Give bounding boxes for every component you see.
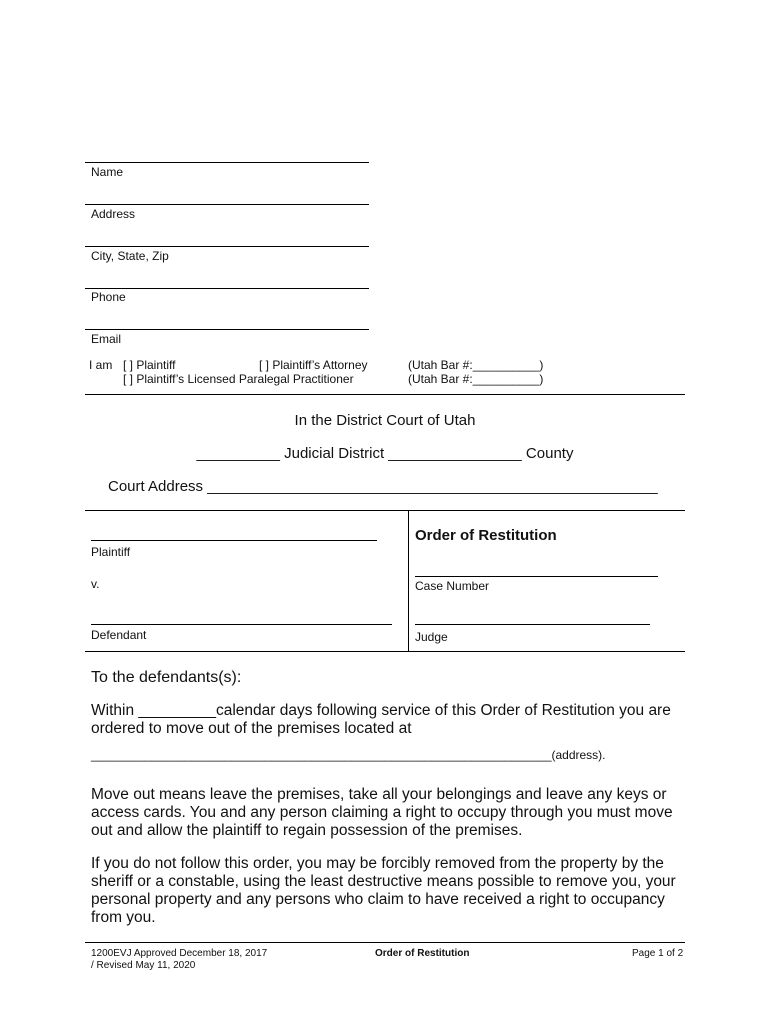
salutation: To the defendants(s): bbox=[91, 669, 242, 686]
phone-label: Phone bbox=[91, 290, 126, 304]
header-divider bbox=[85, 394, 685, 395]
email-label: Email bbox=[91, 332, 122, 346]
versus-label: v. bbox=[91, 577, 100, 591]
case-number-line bbox=[415, 576, 658, 577]
judge-line bbox=[415, 624, 650, 625]
case-number-label: Case Number bbox=[415, 579, 490, 593]
utah-bar-field-1[interactable]: (Utah Bar #:__________) bbox=[408, 358, 544, 372]
email-line bbox=[85, 329, 369, 330]
paralegal-checkbox[interactable]: [ ] Plaintiff’s Licensed Paralegal Practitioner bbox=[123, 372, 354, 386]
defendant-name-line bbox=[91, 624, 392, 625]
caption-divider bbox=[408, 510, 409, 651]
phone-line bbox=[85, 288, 369, 289]
footer-divider bbox=[85, 942, 685, 943]
p3-line4: from you. bbox=[91, 909, 156, 926]
court-title: In the District Court of Utah bbox=[294, 412, 476, 429]
utah-bar-field-2[interactable]: (Utah Bar #:__________) bbox=[408, 372, 544, 386]
p1-line2: ordered to move out of the premises located at bbox=[91, 720, 412, 737]
caption-top-border bbox=[85, 510, 685, 511]
judge-label: Judge bbox=[415, 630, 448, 644]
i-am-label: I am bbox=[89, 358, 113, 372]
p3-line1: If you do not follow this order, you may be forcibly removed from the property by the bbox=[91, 855, 664, 872]
p2-line1: Move out means leave the premises, take all your belongings and leave any keys or bbox=[91, 786, 667, 803]
p3-line2: sheriff or a constable, using the least destructive means possible to remove you, your bbox=[91, 873, 676, 890]
premises-address-line[interactable]: _____________________________________________________________________(address). bbox=[91, 748, 606, 762]
p3-line3: personal property and any persons who claim to have received a right to occupancy bbox=[91, 891, 665, 908]
address-line bbox=[85, 204, 369, 205]
attorney-checkbox[interactable]: [ ] Plaintiff’s Attorney bbox=[259, 358, 368, 372]
p1-line1: Within _________calendar days following service of this Order of Restitution you are bbox=[91, 702, 671, 719]
city-state-zip-label: City, State, Zip bbox=[91, 249, 169, 263]
defendant-label: Defendant bbox=[91, 628, 147, 642]
city-line bbox=[85, 246, 369, 247]
footer-revised: / Revised May 11, 2020 bbox=[91, 960, 196, 971]
footer-form-id: 1200EVJ Approved December 18, 2017 bbox=[91, 948, 268, 959]
caption-bottom-border bbox=[85, 651, 685, 652]
p2-line3: out and allow the plaintiff to regain possession of the premises. bbox=[91, 822, 523, 839]
judicial-district-line[interactable]: __________ Judicial District ________________ County bbox=[196, 445, 574, 462]
name-line bbox=[85, 162, 369, 163]
plaintiff-name-line bbox=[91, 540, 377, 541]
plaintiff-label: Plaintiff bbox=[91, 545, 131, 559]
footer-title: Order of Restitution bbox=[375, 948, 470, 959]
order-title: Order of Restitution bbox=[415, 527, 557, 544]
p2-line2: access cards. You and any person claiming a right to occupy through you must move bbox=[91, 804, 673, 821]
address-label: Address bbox=[91, 207, 136, 221]
footer-page-number: Page 1 of 2 bbox=[632, 948, 684, 959]
plaintiff-checkbox[interactable]: [ ] Plaintiff bbox=[123, 358, 176, 372]
name-label: Name bbox=[91, 165, 124, 179]
court-address-line[interactable]: Court Address ______________________________________________________ bbox=[108, 478, 658, 495]
